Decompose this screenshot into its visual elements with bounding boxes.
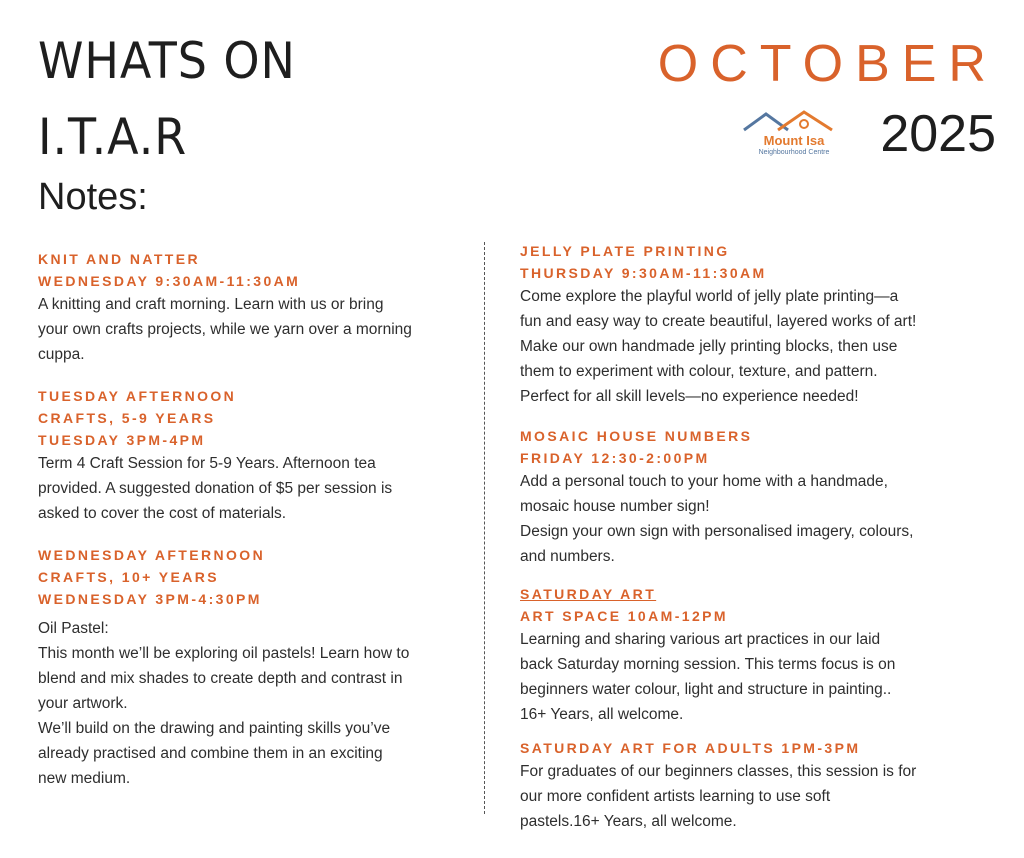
event-heading: SATURDAY ART — [520, 586, 657, 602]
event-heading: JELLY PLATE PRINTING — [520, 243, 730, 259]
event-time: THURSDAY 9:30AM-11:30AM — [520, 265, 767, 281]
event-heading: SATURDAY ART FOR ADULTS 1PM-3PM — [520, 740, 861, 756]
event-mosaic-house-numbers — [520, 425, 970, 569]
event-tuesday-afternoon-crafts — [38, 385, 478, 526]
logo-name: Mount Isa — [763, 133, 825, 148]
event-description: Term 4 Craft Session for 5-9 Years. Afternoon tea provided. A suggested donation of $5 per session is asked to cover the cost of materials. — [38, 455, 393, 522]
event-description: Learning and sharing various art practices in our laid back Saturday morning session. This terms focus is on beginners water colour, light and structure in painting.. 16+ Years, all welcome. — [520, 631, 896, 723]
column-divider — [484, 242, 485, 814]
event-description: Oil Pastel: This month we’ll be exploring oil pastels! Learn how to blend and mix shades to create depth and contrast in your artwork. We’ll build on the drawing and painting skills you’ve already practised and combine them in an exciting new medium. — [38, 620, 410, 787]
event-description: Add a personal touch to your home with a handmade, mosaic house number sign! Design your own sign with personalised imagery, colours, and numbers. — [520, 473, 914, 565]
page-title-line-2: I.T.A.R — [38, 108, 188, 166]
event-description: A knitting and craft morning. Learn with us or bring your own crafts projects, while we yarn over a morning cuppa. — [38, 296, 412, 363]
event-heading: TUESDAY AFTERNOON — [38, 388, 237, 404]
event-time: WEDNESDAY 3PM-4:30PM — [38, 591, 262, 607]
event-description: Come explore the playful world of jelly plate printing—a fun and easy way to create beautiful, layered works of art! Make our own handmade jelly printing blocks, then use them to experiment with colour, texture, and pattern. Perfect for all skill levels—no experience needed! — [520, 288, 917, 405]
event-description: For graduates of our beginners classes, this session is for our more confident artists learning to use soft pastels.16+ Years, all welcome. — [520, 763, 917, 830]
event-wednesday-afternoon-crafts — [38, 544, 478, 791]
event-subheading: CRAFTS, 10+ YEARS — [38, 569, 219, 585]
notes-label: Notes: — [38, 176, 148, 218]
event-saturday-art — [520, 583, 970, 727]
month-label: OCTOBER — [657, 35, 998, 93]
left-events-column — [38, 248, 478, 809]
logo-subtitle: Neighbourhood Centre — [758, 149, 830, 156]
page-title-line-1: WHATS ON — [38, 32, 296, 90]
event-jelly-plate-printing — [520, 240, 970, 409]
event-time: ART SPACE 10AM-12PM — [520, 608, 728, 624]
event-heading: MOSAIC HOUSE NUMBERS — [520, 428, 753, 444]
event-subheading: CRAFTS, 5-9 YEARS — [38, 410, 216, 426]
right-events-column — [520, 240, 970, 852]
event-heading: WEDNESDAY AFTERNOON — [38, 547, 266, 563]
event-time: FRIDAY 12:30-2:00PM — [520, 450, 710, 466]
year-label: 2025 — [880, 105, 996, 163]
event-knit-and-natter — [38, 248, 478, 367]
event-time: WEDNESDAY 9:30AM-11:30AM — [38, 273, 301, 289]
neighbourhood-centre-logo — [740, 108, 850, 158]
event-heading: KNIT AND NATTER — [38, 251, 200, 267]
event-saturday-art-for-adults — [520, 737, 970, 834]
event-time: TUESDAY 3PM-4PM — [38, 432, 206, 448]
